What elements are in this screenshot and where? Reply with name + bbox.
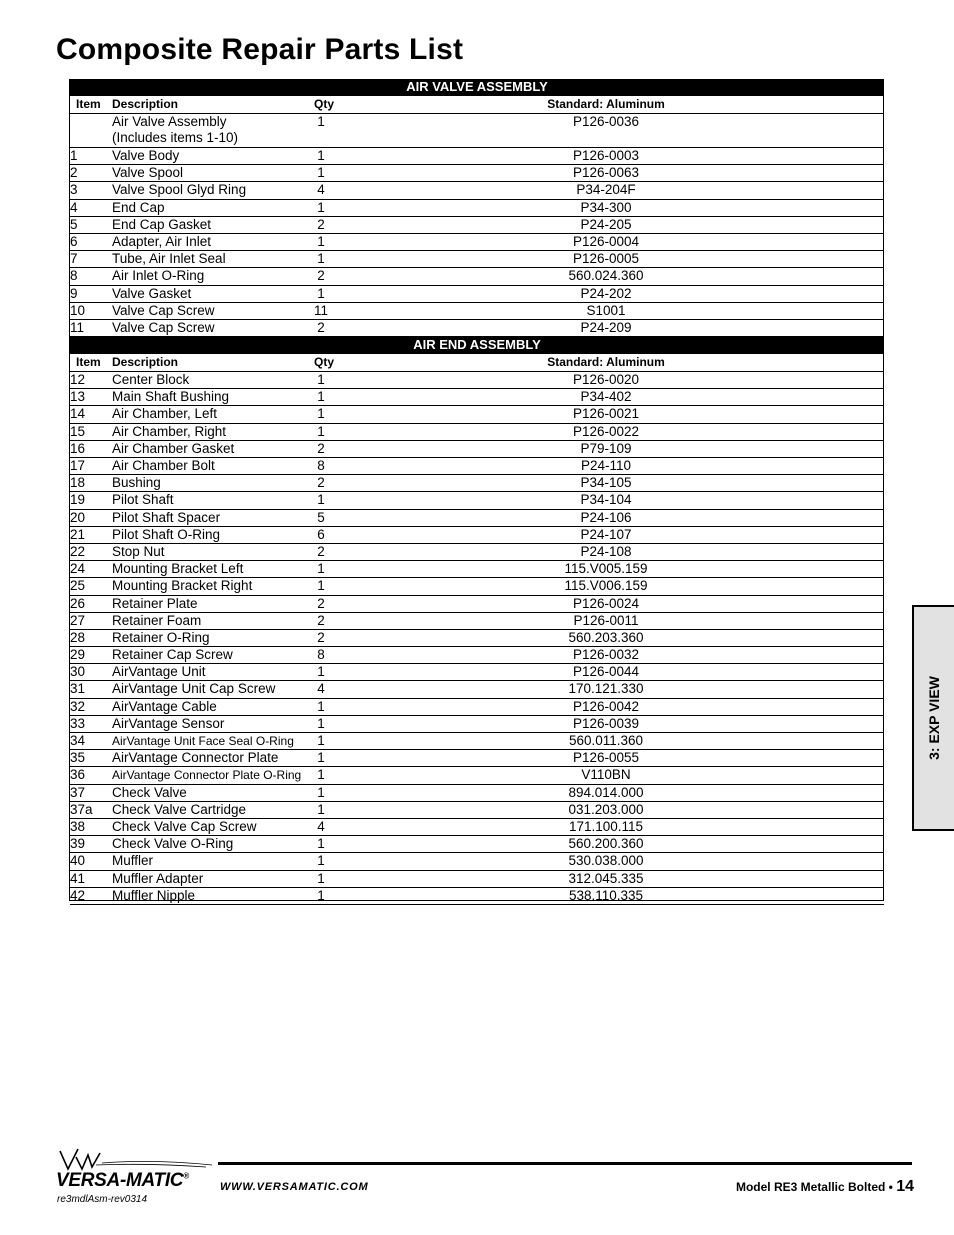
item-cell: 38 — [70, 818, 112, 835]
item-cell: 30 — [70, 664, 112, 681]
description-cell: Pilot Shaft Spacer — [112, 509, 314, 526]
qty-cell: 2 — [314, 612, 328, 629]
qty-cell: 1 — [314, 406, 328, 423]
qty-cell: 2 — [314, 319, 328, 336]
item-cell: 15 — [70, 423, 112, 440]
description-cell: End Cap — [112, 199, 314, 216]
part-cell: P79-109 — [328, 440, 884, 457]
item-cell: 25 — [70, 578, 112, 595]
qty-cell: 1 — [314, 698, 328, 715]
description-cell: Retainer O-Ring — [112, 629, 314, 646]
item-cell: 29 — [70, 647, 112, 664]
item-cell: 11 — [70, 319, 112, 336]
item-cell: 36 — [70, 767, 112, 784]
item-cell — [70, 114, 112, 148]
assembly-desc-line1: Air Valve Assembly — [112, 114, 227, 129]
description-cell: Muffler Adapter — [112, 870, 314, 887]
header-description: Description — [112, 96, 314, 114]
description-cell: AirVantage Unit — [112, 664, 314, 681]
section-tab — [912, 605, 954, 831]
description-cell: Check Valve — [112, 784, 314, 801]
item-cell: 10 — [70, 302, 112, 319]
part-cell: P126-0044 — [328, 664, 884, 681]
part-cell: V110BN — [328, 767, 884, 784]
qty-cell: 1 — [314, 801, 328, 818]
qty-cell: 2 — [314, 543, 328, 560]
qty-cell: 1 — [314, 423, 328, 440]
table-row — [70, 647, 884, 664]
qty-cell: 2 — [314, 595, 328, 612]
table-row — [70, 492, 884, 509]
qty-cell: 4 — [314, 681, 328, 698]
description-cell: Air Chamber Bolt — [112, 458, 314, 475]
part-cell: P126-0003 — [328, 148, 884, 165]
description-cell: AirVantage Sensor — [112, 715, 314, 732]
qty-cell: 1 — [314, 285, 328, 302]
table-row — [70, 887, 884, 904]
item-cell: 9 — [70, 285, 112, 302]
part-cell: P34-105 — [328, 475, 884, 492]
header-qty: Qty — [314, 354, 328, 372]
table-row — [70, 114, 884, 148]
item-cell: 37 — [70, 784, 112, 801]
column-header-row — [70, 354, 884, 372]
part-cell: P24-108 — [328, 543, 884, 560]
description-cell: AirVantage Cable — [112, 698, 314, 715]
qty-cell: 1 — [314, 372, 328, 389]
description-cell: Main Shaft Bushing — [112, 389, 314, 406]
part-cell: P34-104 — [328, 492, 884, 509]
part-cell: P126-0055 — [328, 750, 884, 767]
description-cell: Check Valve O-Ring — [112, 836, 314, 853]
table-row — [70, 629, 884, 646]
registered-mark: ® — [183, 1171, 189, 1181]
revision-code: re3mdlAsm-rev0314 — [57, 1194, 148, 1205]
description-cell: AirVantage Connector Plate O-Ring — [112, 767, 314, 784]
part-cell: 115.V005.159 — [328, 561, 884, 578]
part-cell: P24-110 — [328, 458, 884, 475]
description-cell: AirVantage Connector Plate — [112, 750, 314, 767]
item-cell: 37a — [70, 801, 112, 818]
qty-cell: 1 — [314, 114, 328, 148]
table-row — [70, 268, 884, 285]
qty-cell: 4 — [314, 182, 328, 199]
website-link[interactable]: WWW.VERSAMATIC.COM — [220, 1181, 369, 1193]
item-cell: 5 — [70, 216, 112, 233]
description-cell: Retainer Cap Screw — [112, 647, 314, 664]
header-part: Standard: Aluminum — [328, 96, 884, 114]
description-cell: Valve Cap Screw — [112, 319, 314, 336]
part-cell: P126-0024 — [328, 595, 884, 612]
section-header: AIR VALVE ASSEMBLY — [70, 79, 884, 96]
description-cell: Center Block — [112, 372, 314, 389]
part-cell: 312.045.335 — [328, 870, 884, 887]
item-cell: 4 — [70, 199, 112, 216]
description-cell: Retainer Foam — [112, 612, 314, 629]
part-cell: 560.200.360 — [328, 836, 884, 853]
part-cell: 115.V006.159 — [328, 578, 884, 595]
part-cell: P24-209 — [328, 319, 884, 336]
part-cell: S1001 — [328, 302, 884, 319]
model-text: Model RE3 Metallic Bolted • — [735, 1180, 893, 1194]
part-cell: 560.024.360 — [328, 268, 884, 285]
description-cell: Retainer Plate — [112, 595, 314, 612]
description-cell: Mounting Bracket Left — [112, 561, 314, 578]
table-row — [70, 853, 884, 870]
part-cell: 894.014.000 — [328, 784, 884, 801]
qty-cell: 1 — [314, 853, 328, 870]
description-cell — [112, 114, 314, 148]
table-row — [70, 423, 884, 440]
item-cell: 20 — [70, 509, 112, 526]
parts-table — [70, 79, 884, 905]
part-cell: P24-107 — [328, 526, 884, 543]
qty-cell: 5 — [314, 509, 328, 526]
item-cell: 35 — [70, 750, 112, 767]
item-cell: 33 — [70, 715, 112, 732]
item-cell: 27 — [70, 612, 112, 629]
part-cell: P126-0039 — [328, 715, 884, 732]
item-cell: 34 — [70, 733, 112, 750]
part-cell: P126-0005 — [328, 251, 884, 268]
logo-wordmark: VERSA-MATIC — [56, 1170, 184, 1191]
qty-cell: 1 — [314, 784, 328, 801]
description-cell: Bushing — [112, 475, 314, 492]
qty-cell: 1 — [314, 199, 328, 216]
item-cell: 17 — [70, 458, 112, 475]
item-cell: 18 — [70, 475, 112, 492]
table-row — [70, 543, 884, 560]
item-cell: 21 — [70, 526, 112, 543]
qty-cell: 2 — [314, 440, 328, 457]
table-row — [70, 251, 884, 268]
item-cell: 7 — [70, 251, 112, 268]
table-row — [70, 372, 884, 389]
item-cell: 2 — [70, 165, 112, 182]
part-cell: P24-202 — [328, 285, 884, 302]
part-cell: P126-0011 — [328, 612, 884, 629]
table-row — [70, 767, 884, 784]
table-row — [70, 440, 884, 457]
part-cell: 170.121.330 — [328, 681, 884, 698]
column-header-row — [70, 96, 884, 114]
table-row — [70, 199, 884, 216]
description-cell: AirVantage Unit Face Seal O-Ring — [112, 733, 314, 750]
table-row — [70, 148, 884, 165]
header-part: Standard: Aluminum — [328, 354, 884, 372]
page-title: Composite Repair Parts List — [56, 33, 464, 66]
qty-cell: 1 — [314, 750, 328, 767]
qty-cell: 2 — [314, 268, 328, 285]
item-cell: 8 — [70, 268, 112, 285]
part-cell: 560.203.360 — [328, 629, 884, 646]
table-row — [70, 216, 884, 233]
part-cell: 530.038.000 — [328, 853, 884, 870]
table-row — [70, 681, 884, 698]
page-number: 14 — [896, 1178, 914, 1195]
table-row — [70, 801, 884, 818]
description-cell: Tube, Air Inlet Seal — [112, 251, 314, 268]
item-cell: 13 — [70, 389, 112, 406]
part-cell: P126-0021 — [328, 406, 884, 423]
qty-cell: 1 — [314, 561, 328, 578]
item-cell: 39 — [70, 836, 112, 853]
part-cell: P126-0022 — [328, 423, 884, 440]
header-qty: Qty — [314, 96, 328, 114]
table-row — [70, 595, 884, 612]
item-cell: 31 — [70, 681, 112, 698]
item-cell: 12 — [70, 372, 112, 389]
header-item: Item — [70, 354, 112, 372]
description-cell: Air Chamber Gasket — [112, 440, 314, 457]
table-row — [70, 733, 884, 750]
description-cell: Check Valve Cap Screw — [112, 818, 314, 835]
table-row — [70, 818, 884, 835]
qty-cell: 11 — [314, 302, 329, 318]
qty-cell: 2 — [314, 216, 328, 233]
table-row — [70, 664, 884, 681]
air-valve-section — [70, 79, 884, 337]
description-cell: Air Chamber, Right — [112, 423, 314, 440]
item-cell: 14 — [70, 406, 112, 423]
description-cell: Valve Cap Screw — [112, 302, 314, 319]
table-row — [70, 561, 884, 578]
description-cell: Valve Body — [112, 148, 314, 165]
logo-text — [56, 1170, 189, 1192]
qty-cell: 1 — [314, 492, 328, 509]
table-row — [70, 182, 884, 199]
table-row — [70, 526, 884, 543]
table-row — [70, 578, 884, 595]
item-cell: 24 — [70, 561, 112, 578]
description-cell: Pilot Shaft — [112, 492, 314, 509]
header-description: Description — [112, 354, 314, 372]
item-cell: 42 — [70, 887, 112, 904]
part-cell: P34-402 — [328, 389, 884, 406]
item-cell: 26 — [70, 595, 112, 612]
part-cell: 560.011.360 — [328, 733, 884, 750]
part-cell: P24-106 — [328, 509, 884, 526]
footer-rule — [218, 1162, 912, 1165]
qty-cell: 1 — [314, 715, 328, 732]
table-row — [70, 319, 884, 336]
qty-cell: 2 — [314, 629, 328, 646]
qty-cell: 6 — [314, 526, 328, 543]
qty-cell: 1 — [314, 165, 328, 182]
table-row — [70, 458, 884, 475]
header-item: Item — [70, 96, 112, 114]
table-row — [70, 389, 884, 406]
item-cell: 28 — [70, 629, 112, 646]
model-label — [736, 1178, 914, 1196]
qty-cell: 1 — [314, 767, 328, 784]
qty-cell: 1 — [314, 251, 328, 268]
table-row — [70, 715, 884, 732]
item-cell: 32 — [70, 698, 112, 715]
description-cell: End Cap Gasket — [112, 216, 314, 233]
description-cell: Muffler Nipple — [112, 887, 314, 904]
description-cell: AirVantage Unit Cap Screw — [112, 681, 314, 698]
description-cell: Valve Spool — [112, 165, 314, 182]
part-cell: P126-0036 — [328, 114, 884, 148]
table-row — [70, 836, 884, 853]
table-row — [70, 750, 884, 767]
item-cell: 22 — [70, 543, 112, 560]
description-cell: Mounting Bracket Right — [112, 578, 314, 595]
item-cell: 19 — [70, 492, 112, 509]
description-cell: Muffler — [112, 853, 314, 870]
description-cell: Pilot Shaft O-Ring — [112, 526, 314, 543]
table-row — [70, 612, 884, 629]
table-row — [70, 302, 884, 319]
table-row — [70, 870, 884, 887]
section-header: AIR END ASSEMBLY — [70, 337, 884, 354]
qty-cell: 1 — [314, 733, 328, 750]
table-row — [70, 406, 884, 423]
description-cell: Check Valve Cartridge — [112, 801, 314, 818]
qty-cell: 1 — [314, 389, 328, 406]
qty-cell: 1 — [314, 836, 328, 853]
description-cell: Stop Nut — [112, 543, 314, 560]
qty-cell: 1 — [314, 664, 328, 681]
part-cell: 031.203.000 — [328, 801, 884, 818]
qty-cell: 1 — [314, 233, 328, 250]
item-cell: 16 — [70, 440, 112, 457]
part-cell: P126-0032 — [328, 647, 884, 664]
table-row — [70, 233, 884, 250]
qty-cell: 1 — [314, 148, 328, 165]
assembly-desc-line2: (Includes items 1-10) — [112, 130, 239, 145]
table-row — [70, 165, 884, 182]
description-cell: Adapter, Air Inlet — [112, 233, 314, 250]
qty-cell: 4 — [314, 818, 328, 835]
table-row — [70, 509, 884, 526]
description-cell: Valve Gasket — [112, 285, 314, 302]
qty-cell: 1 — [314, 578, 328, 595]
part-cell: P126-0042 — [328, 698, 884, 715]
item-cell: 3 — [70, 182, 112, 199]
description-cell: Valve Spool Glyd Ring — [112, 182, 314, 199]
part-cell: 171.100.115 — [328, 818, 884, 835]
qty-cell: 1 — [314, 887, 328, 904]
part-cell: 538.110.335 — [328, 887, 884, 904]
part-cell: P126-0004 — [328, 233, 884, 250]
part-cell: P126-0020 — [328, 372, 884, 389]
table-row — [70, 475, 884, 492]
item-cell: 6 — [70, 233, 112, 250]
table-row — [70, 784, 884, 801]
table-row — [70, 285, 884, 302]
item-cell: 1 — [70, 148, 112, 165]
section-tab-label: 3: EXP VIEW — [926, 676, 942, 760]
air-end-section — [70, 337, 884, 905]
qty-cell: 8 — [314, 647, 328, 664]
description-cell: Air Inlet O-Ring — [112, 268, 314, 285]
part-cell: P24-205 — [328, 216, 884, 233]
description-cell: Air Chamber, Left — [112, 406, 314, 423]
part-cell: P126-0063 — [328, 165, 884, 182]
part-cell: P34-204F — [328, 182, 884, 199]
qty-cell: 2 — [314, 475, 328, 492]
part-cell: P34-300 — [328, 199, 884, 216]
qty-cell: 1 — [314, 870, 328, 887]
item-cell: 41 — [70, 870, 112, 887]
table-row — [70, 698, 884, 715]
item-cell: 40 — [70, 853, 112, 870]
qty-cell: 8 — [314, 458, 328, 475]
